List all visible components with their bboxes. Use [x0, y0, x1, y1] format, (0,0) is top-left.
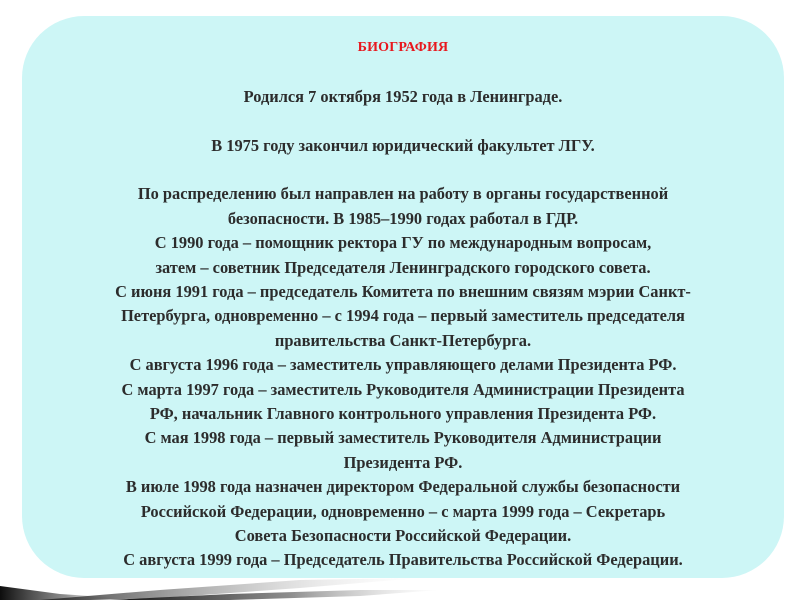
career-line: Российской Федерации, одновременно – с марта 1999 года – Секретарь: [140, 501, 666, 521]
career-line: Петербурга, одновременно – с 1994 года – первый заместитель председателя: [121, 306, 685, 326]
career-line: С августа 1999 года – Председатель Правительства Российской Федерации.: [123, 550, 683, 570]
career-line: РФ, начальник Главного контрольного управления Президента РФ.: [149, 404, 657, 424]
career-line: По распределению был направлен на работу в органы государственной: [137, 184, 669, 204]
career-line: С июня 1991 года – председатель Комитета по внешним связям мэрии Санкт-: [115, 282, 691, 302]
career-line: С мая 1998 года – первый заместитель Руководителя Администрации: [144, 428, 662, 448]
career-line: С марта 1997 года – заместитель Руководителя Администрации Президента: [121, 379, 685, 399]
career-line: С 1990 года – помощник ректора ГУ по международным вопросам,: [154, 233, 652, 253]
corner-stripes-decoration: [0, 560, 440, 600]
career-line: Совета Безопасности Российской Федерации.: [234, 526, 572, 546]
career-line: затем – советник Председателя Ленинградского городского совета.: [155, 257, 651, 277]
biography-title: БИОГРАФИЯ: [357, 40, 449, 55]
birth-line: Родился 7 октября 1952 года в Ленинграде.: [243, 86, 563, 106]
spacer: [22, 158, 784, 182]
spacer: [22, 60, 784, 84]
biography-text-block: [22, 36, 784, 573]
career-line: С августа 1996 года – заместитель управляющего делами Президента РФ.: [129, 355, 677, 375]
education-line: В 1975 году закончил юридический факультет ЛГУ.: [211, 135, 595, 155]
career-line: правительства Санкт-Петербурга.: [274, 330, 532, 350]
spacer: [22, 109, 784, 133]
career-line: безопасности. В 1985–1990 годах работал в ГДР.: [227, 208, 579, 228]
career-line: В июле 1998 года назначен директором Федеральной службы безопасности: [125, 477, 681, 497]
career-line: Президента РФ.: [343, 452, 463, 472]
